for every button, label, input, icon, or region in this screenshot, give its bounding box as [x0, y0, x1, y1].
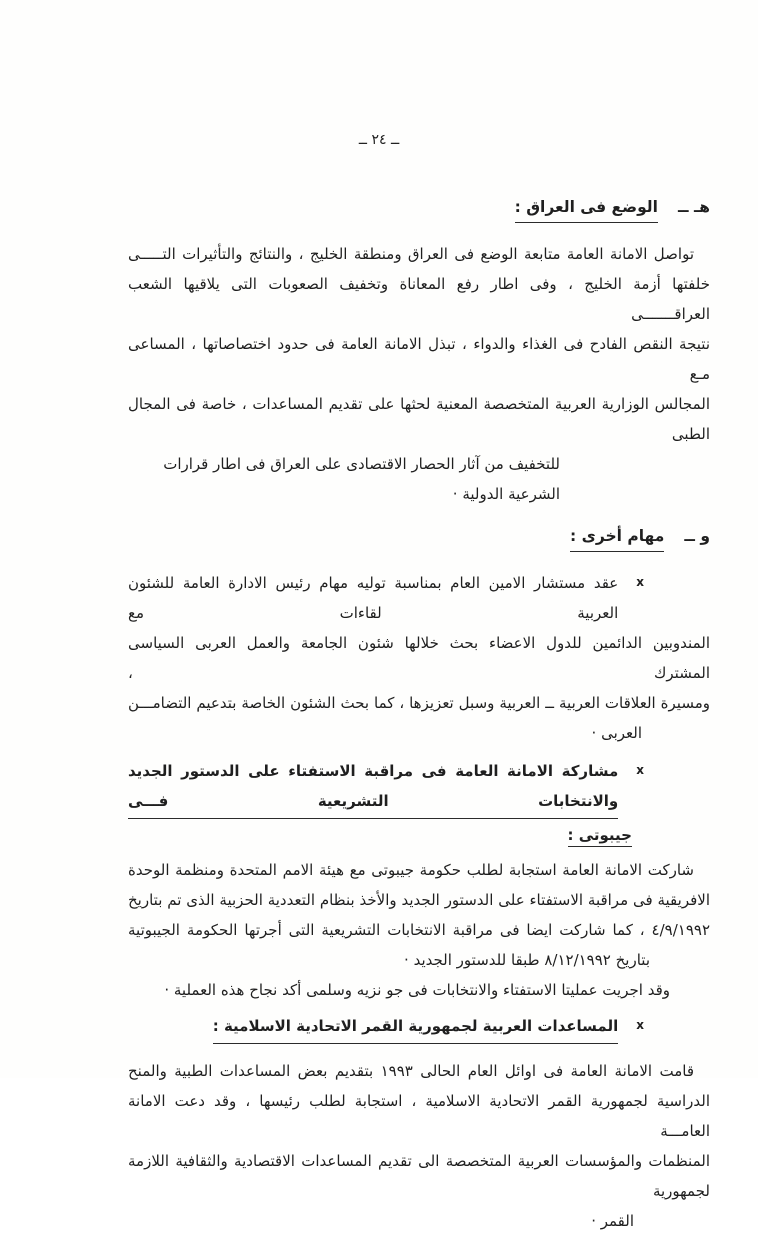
- text-line: العربى ·: [591, 724, 642, 742]
- text-line: المجالس الوزارية العربية المتخصصة المعنية لحثها على تقديم المساعدات ، خاصة فى المجال الطبى: [128, 395, 710, 443]
- text-line: عقد مستشار الامين العام بمناسبة توليه مهام رئيس الادارة العامة للشئون العربية لقاءات مع: [128, 574, 619, 622]
- page-number: ــ ٢٤ ــ: [358, 132, 400, 148]
- text-line: شاركت الامانة العامة استجابة لطلب حكومة جيبوتى مع هيئة الامم المتحدة ومنظمة الوحدة: [128, 861, 694, 879]
- text-line: المندوبين الدائمين للدول الاعضاء بحث خلالها شئون الجامعة والعمل العربى السياسى المشترك ،: [128, 634, 710, 682]
- bullet-marker: x: [636, 1018, 644, 1032]
- text-line: ٤/٩/١٩٩٢ ، كما شاركت ايضا فى مراقبة الانتخابات التشريعية التى أجرتها الحكومة الجيبوتية: [128, 921, 710, 939]
- section-iraq: [128, 194, 710, 509]
- text-line: المنظمات والمؤسسات العربية المتخصصة الى تقديم المساعدات الاقتصادية والثقافية اللازمة لجمهورية: [128, 1152, 710, 1200]
- bullet-marker: x: [636, 575, 644, 589]
- paragraph-comoros: [128, 1056, 710, 1236]
- bullet-item-djibouti: [128, 756, 710, 1005]
- section-title-iraq: الوضع فى العراق :: [515, 194, 658, 223]
- heading-line: مشاركة الامانة العامة فى مراقبة الاستفتاء على الدستور الجديد والانتخابات التشريعية فـــى: [128, 756, 618, 819]
- text-line: تواصل الامانة العامة متابعة الوضع فى العراق ومنطقة الخليج ، والنتائج والتأثيرات التـــــى: [128, 245, 694, 263]
- text-line: القمر ·: [591, 1212, 634, 1230]
- bullet-first-line: [128, 568, 710, 628]
- text-line: بتاريخ ٨/١٢/١٩٩٢ طبقا للدستور الجديد ·: [404, 951, 650, 969]
- paragraph-djibouti: [128, 855, 710, 975]
- section-other-tasks: [128, 523, 710, 1236]
- text-line: الدراسية لجمهورية القمر الاتحادية الاسلامية ، استجابة لطلب رئيسها ، وقد دعت الامانة العامـــة: [128, 1092, 710, 1140]
- text-line: الافريقية فى مراقبة الاستفتاء على الدستور الجديد والأخذ بنظام التعددية الحزبية الذى تم بتاريخ: [128, 891, 710, 909]
- djibouti-closing-line: وقد اجريت عمليتا الاستفتاء والانتخابات فى جو نزيه وسلمى أكد نجاح هذه العملية ·: [164, 981, 670, 999]
- heading-line: [128, 819, 632, 851]
- text-line: خلفتها أزمة الخليج ، وفى اطار رفع المعاناة وتخفيف الصعوبات التى يلاقيها الشعب العراقـــــــى: [128, 275, 710, 323]
- bullet-item-meetings: [128, 568, 710, 748]
- text-line: نتيجة النقص الفادح فى الغذاء والدواء ، تبذل الامانة العامة فى حدود اختصاصاتها ، المساعى مـع: [128, 335, 710, 383]
- paragraph-iraq: [128, 239, 710, 509]
- text-line: ومسيرة العلاقات العربية ــ العربية وسبل تعزيزها ، كما بحث الشئون الخاصة بتدعيم التضامـــن: [128, 694, 710, 712]
- text-line: للتخفيف من آثار الحصار الاقتصادى على العراق فى اطار قرارات الشرعية الدولية ·: [163, 455, 560, 503]
- bullet-item-comoros: [128, 1011, 710, 1236]
- section-title-other-tasks: مهام أخرى :: [570, 523, 664, 552]
- section-heading-other-tasks: [128, 523, 710, 552]
- comoros-heading: المساعدات العربية لجمهورية القمر الاتحادية الاسلامية :: [213, 1011, 619, 1044]
- section-marker-other-tasks: و ــ: [684, 527, 710, 545]
- text-line: قامت الامانة العامة فى اوائل العام الحالى ١٩٩٣ بتقديم بعض المساعدات الطبية والمنح: [128, 1062, 694, 1080]
- djibouti-heading: [128, 756, 710, 851]
- bullet-marker: x: [636, 763, 644, 777]
- heading-line-text: جيبوتى :: [568, 826, 633, 847]
- bullet-first-line: [128, 1011, 710, 1044]
- bullet-first-line: [128, 756, 710, 819]
- document-content: [128, 194, 710, 1236]
- section-marker-iraq: هـ ــ: [677, 198, 710, 216]
- section-heading-iraq: [128, 194, 710, 223]
